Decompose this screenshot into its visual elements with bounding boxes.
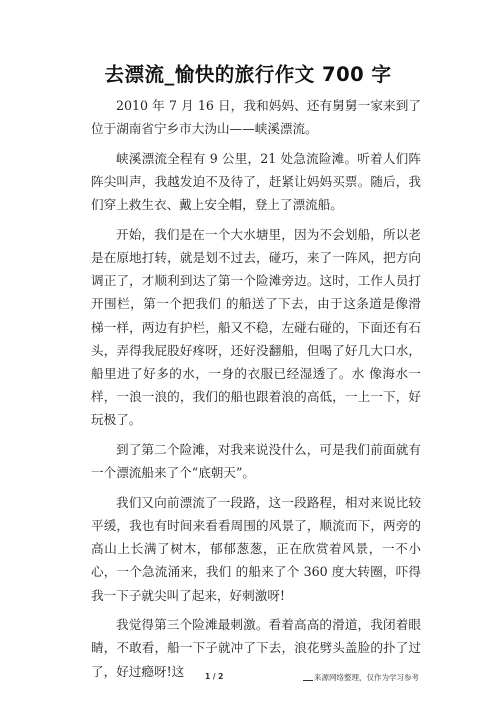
paragraph: 我们又向前漂流了一段路，这一段路程，相对来说比较平缓，我也有时间来看看周围的风景了，顺流而下，两旁的高山上长满了树木，郁郁葱葱，正在欣赏着风景，一不小心，一个急流涌来，我们 的船来了个 360 度大转圈，吓得我一下子就尖叫了起来，好刺激呀!	[91, 494, 421, 603]
document-title: 去漂流_愉快的旅行作文 700 字	[104, 63, 392, 86]
source-note	[303, 672, 419, 683]
paragraph: 峡溪漂流全程有 9 公里，21 处急流险滩。听着人们阵阵尖叫声，我越发迫不及待了，赶紧让妈妈买票。随后，我们穿上救生衣、戴上安全帽，登上了漂流船。	[91, 150, 421, 213]
article-body	[91, 94, 421, 689]
paragraph: 开始，我们是在一个大水塘里，因为不会划船，所以老是在原地打转，就是划不过去，碰巧，来了一阵风，把方向调正了，才顺利到达了第一个险滩旁边。这时，工作人员打开围栏，第一个把我们 的船送了下去，由于这条道是像滑梯一样，两边有护栏，船又不稳，左碰右碰的，下面还有石头，弄得我屁股好疼呀，还好没翻船，但喝了好几大口水，船里进了好多的水，一身的衣服已经湿透了。水 像海水一样，一浪一浪的，我们的船也跟着浪的高低，一上一下，好玩极了。	[91, 226, 421, 428]
source-note-text: 来源网络整理，仅作为学习参考	[314, 673, 419, 682]
page-number: 1 / 2	[205, 672, 224, 681]
paragraph: 到了第二个险滩，对我来说没什么，可是我们前面就有一个漂流船来了个“底朝天”。	[91, 442, 421, 481]
paragraph: 2010 年 7 月 16 日，我和妈妈、还有舅舅一家来到了位于湖南省宁乡市大沩山——峡溪漂流。	[91, 98, 421, 137]
underline-mark	[303, 680, 313, 681]
page-footer	[91, 672, 421, 686]
paragraph: 我觉得第三个险滩最刺激。看着高高的滑道，我闭着眼睛，不敢看，船一下子就冲了下去，浪花劈头盖脸的扑了过了，好过瘾呀!这	[91, 617, 421, 679]
